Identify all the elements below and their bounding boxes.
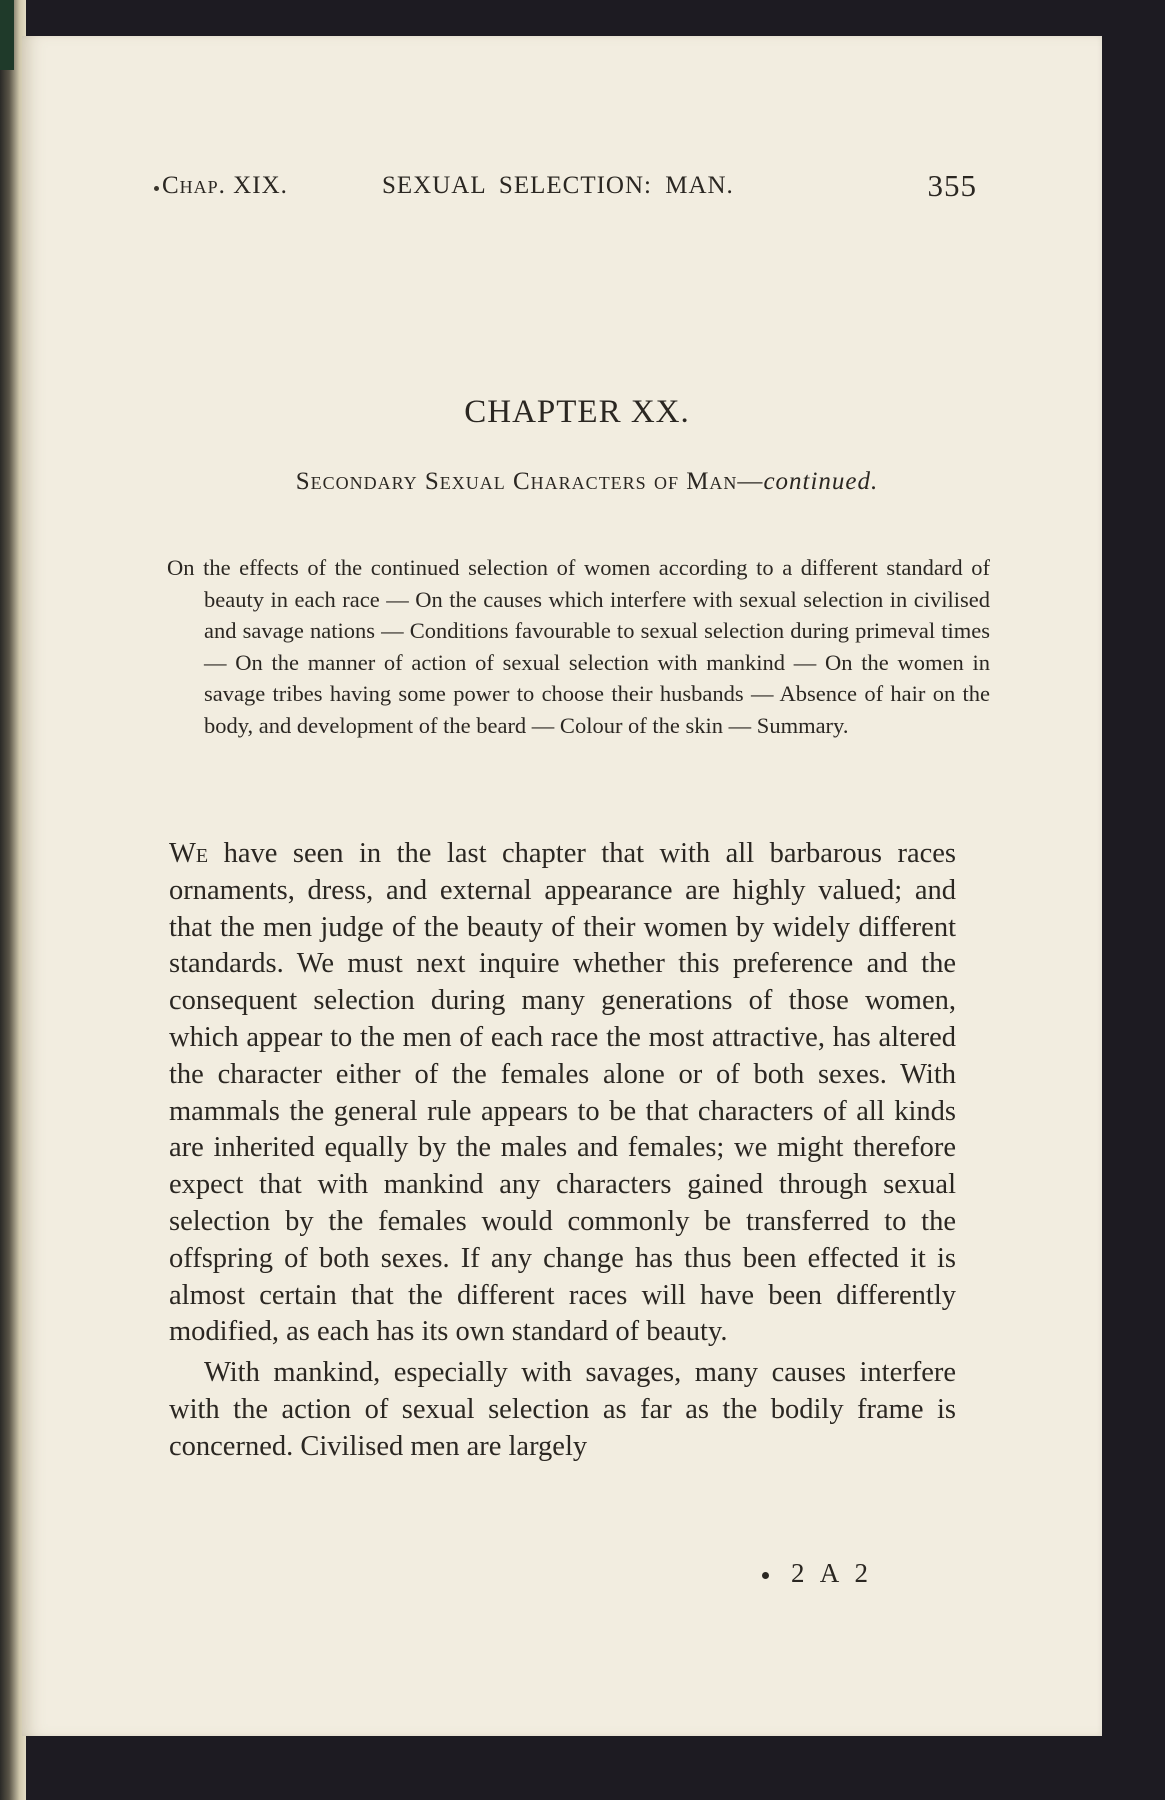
book-page xyxy=(22,36,1102,1736)
book-cover-edge xyxy=(0,0,14,70)
chapter-reference: Chap. XIX. xyxy=(162,172,288,199)
page-number: 355 xyxy=(927,168,977,203)
signature-text: 2 A 2 xyxy=(791,1558,874,1588)
paragraph-text: have seen in the last chapter that with all barbarous races ornaments, dress, and external appearance are highly valued; and that the men judge of the beauty of their women by widely different standards. We must next inquire whether this preference and the consequent selection during many generations of those women, which appear to the men of each race the most attractive, has altered the character either of the females alone or of both sexes. With mammals the general rule appears to be that characters of all kinds are inherited equally by the males and females; we might therefore expect that with mankind any characters gained through sexual selection by the females would commonly be transferred to the offspring of both sexes. If any change has thus been effected it is almost certain that the different races will have been differently modified, as each has its own standard of beauty. xyxy=(169,838,956,1348)
ink-speck xyxy=(154,186,159,191)
running-title: SEXUAL SELECTION: MAN. xyxy=(382,172,734,199)
chapter-synopsis: On the effects of the continued selection of women according to a different standard of beauty in each race — On the causes which interfere with sexual selection in civilised and savage nations — Conditions favourable to sexual selection during primeval times — On the manner of action of sexual selection with mankind — On the women in savage tribes having some power to choose their husbands — Absence of hair on the body, and development of the beard — Colour of the skin — Summary. xyxy=(167,555,990,738)
chapter-subtitle xyxy=(22,468,1102,496)
paragraph xyxy=(169,836,956,1351)
subtitle-italic: continued. xyxy=(763,468,879,495)
subtitle-text: Secondary Sexual Characters of Man— xyxy=(295,468,764,495)
ink-speck xyxy=(762,1572,769,1579)
paragraph-lead-word: We xyxy=(169,838,209,869)
running-head xyxy=(162,168,977,208)
chapter-title: CHAPTER XX. xyxy=(464,394,690,430)
paragraph: With mankind, especially with savages, many causes interfere with the action of sexual selection as far as the bodily frame is concerned. Civilised men are largely xyxy=(169,1357,956,1462)
body-text xyxy=(169,836,956,1466)
signature-mark xyxy=(762,1558,873,1589)
